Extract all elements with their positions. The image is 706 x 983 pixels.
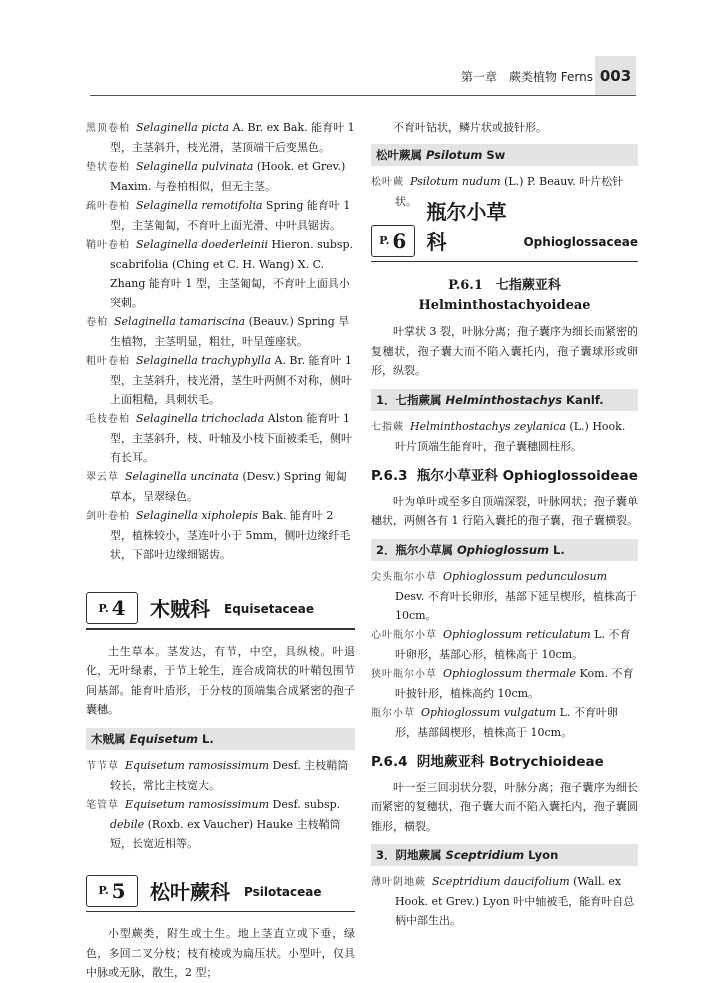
species-name-latin: Selaginella trichoclada — [136, 412, 265, 425]
species-entry — [371, 625, 638, 664]
species-name-latin: Ophioglossum thermale — [443, 666, 577, 680]
species-name-latin: Selaginella uncinata — [125, 470, 239, 483]
species-name-zh: 卷柏 — [86, 317, 108, 328]
species-name-zh: 粗叶卷柏 — [86, 356, 130, 367]
genus-name-latin: Psilotum — [426, 147, 483, 162]
left-column — [86, 118, 355, 983]
species-name-zh: 疏叶卷柏 — [86, 201, 130, 212]
subfamily-description: 叶掌状 3 裂，叶脉分离；孢子囊序为细长而紧密的复穗状，孢子囊大而不陷入囊托内，孢子囊球形或卵形，纵裂。 — [371, 325, 638, 377]
species-entry — [86, 118, 355, 157]
genus-name-zh: 松叶蕨属 — [376, 147, 422, 162]
species-description-cont: (Roxb. ex Vaucher) Hauke 主枝鞘筒短，长宽近相等。 — [110, 817, 341, 850]
species-description: (L.) Hook. 叶片顶端生能育叶，孢子囊穗圆柱形。 — [395, 419, 626, 453]
genus-name-latin: Helminthostachys — [445, 392, 563, 407]
family-description-cont: 不育叶钻状，鳞片状或披针形。 — [393, 121, 547, 134]
species-description: (Beauv.) Spring 旱生植物，主茎明显，粗壮，叶呈莲座状。 — [110, 315, 350, 348]
species-name-zh: 心叶瓶尔小草 — [371, 629, 437, 641]
species-name-zh: 翠云草 — [86, 472, 119, 483]
chapter-title: 第一章 蕨类植物 Ferns — [460, 70, 593, 84]
species-entry — [86, 467, 355, 506]
species-name-latin: Helminthostachys zeylanica — [410, 419, 566, 433]
family-number-box — [86, 592, 138, 624]
family-name-latin: Ophioglossaceae — [523, 234, 638, 249]
species-name-latin: Ophioglossum pedunculosum — [443, 569, 608, 583]
genus-name-latin: Sceptridium — [445, 848, 525, 862]
species-description: Desf. 主枝鞘筒较长，常比主枝宽大。 — [110, 758, 349, 792]
species-name-latin: Selaginella pulvinata — [136, 160, 254, 173]
subspecies-epithet: debile — [110, 817, 145, 831]
family-number-box — [371, 225, 415, 257]
family-heading-psilotaceae — [86, 865, 355, 907]
species-name-zh: 狭叶瓶尔小草 — [371, 668, 437, 680]
subfamily-name-latin: Botrychioideae — [489, 753, 604, 770]
subfamily-name-zh: 阴地蕨亚科 — [416, 753, 485, 770]
species-name-latin: Equisetum ramosissimum — [125, 797, 270, 811]
genus-author: Kanlf. — [562, 392, 604, 407]
species-name-zh: 鞘叶卷柏 — [86, 240, 130, 251]
species-name-latin: Selaginella doederleinii — [136, 238, 269, 251]
family-description: 土生草本。茎发达，有节，中空，具纵棱。叶退化，无叶绿素，于节上轮生，连合成筒状的叶鞘包围节间基部。能育叶盾形，于分枝的顶端集合成紧密的孢子囊穗。 — [86, 644, 355, 716]
species-entry — [371, 664, 638, 703]
species-description: Bak. 能育叶 2 型，植株较小，茎连叶小于 5mm，侧叶边缘纤毛状，下部叶边缘细锯齿。 — [110, 509, 351, 561]
species-name-latin: Ophioglossum reticulatum — [443, 627, 591, 641]
species-name-zh: 七指蕨 — [371, 421, 404, 433]
species-name-zh: 垫状卷柏 — [86, 162, 130, 173]
species-name-latin: Selaginella tamariscina — [114, 315, 246, 328]
species-entry — [86, 196, 355, 235]
page-number: 003 — [595, 56, 636, 96]
species-name-zh: 瓶尔小草 — [371, 707, 415, 719]
species-entry — [86, 351, 355, 409]
family-name-zh: 松叶蕨科 — [150, 879, 230, 904]
species-description: (Desv.) Spring 匍匐草本，呈翠绿色。 — [110, 470, 347, 503]
species-description: Desf. subsp. — [269, 797, 341, 811]
genus-author: L. — [549, 542, 565, 557]
species-description: (Hook. et Grev.) Maxim. 与卷柏相似，但无主茎。 — [110, 160, 346, 193]
species-name-latin: Selaginella picta — [136, 121, 230, 134]
header-rule — [90, 95, 636, 96]
species-entry — [371, 703, 638, 742]
genus-name-latin: Ophioglossum — [457, 542, 550, 557]
family-number-box — [86, 875, 138, 907]
species-entry — [86, 795, 355, 853]
genus-author: Sw — [482, 147, 506, 162]
species-name-zh: 尖头瓶尔小草 — [371, 571, 437, 583]
family-name-latin: Equisetaceae — [224, 602, 315, 616]
species-description: Alston 能育叶 1 型，主茎斜升，枝、叶轴及小枝下面被柔毛，侧叶有长耳。 — [110, 412, 352, 464]
species-description: A. Br. ex Bak. 能育叶 1 型，主茎斜升，枝光滑，茎顶端干后变黑色。 — [110, 121, 355, 154]
species-name-latin: Selaginella trachyphylla — [136, 354, 271, 367]
species-name-latin: Psilotum nudum — [410, 174, 501, 188]
genus-heading-equisetum — [86, 728, 355, 750]
genus-name-zh: 木贼属 — [91, 731, 126, 746]
species-name-latin: Equisetum ramosissimum — [125, 758, 270, 772]
species-entry — [86, 409, 355, 467]
species-description: A. Br. 能育叶 1 型，主茎斜升，枝光滑，茎生叶两侧不对称，侧叶上面粗糙，具刺状毛。 — [110, 354, 353, 406]
family-description: 小型蕨类，附生或土生。地上茎直立或下垂，绿色，多回二叉分枝；枝有棱或为扁压状。小型叶，仅具中脉或无脉，散生，2 型； — [86, 927, 355, 979]
subfamily-name-latin: Ophioglossoideae — [502, 467, 638, 484]
species-name-zh: 毛枝卷柏 — [86, 414, 130, 425]
subfamily-name-zh: 瓶尔小草亚科 — [416, 467, 498, 484]
genus-author: Lyon — [524, 848, 559, 862]
species-description: (Wall. ex Hook. et Grev.) Lyon 叶中轴被毛，能育叶自总柄中部生出。 — [395, 875, 635, 927]
family-number: 4 — [111, 596, 126, 620]
genus-number: 3． — [376, 848, 396, 862]
species-entry — [86, 756, 355, 795]
species-name-zh: 薄叶阴地蕨 — [371, 877, 426, 888]
genus-heading-sceptridium — [371, 844, 638, 866]
species-description: L. 不育叶卵形，基部阔楔形，植株高于 10cm。 — [395, 705, 618, 739]
family-p-label: P. — [98, 884, 109, 897]
selaginella-species-list — [86, 118, 355, 564]
species-name-zh: 松叶蕨 — [371, 176, 404, 188]
species-name-zh: 节节草 — [86, 760, 119, 772]
species-entry — [86, 157, 355, 196]
genus-author: L. — [198, 731, 214, 746]
family-p-label: P. — [98, 601, 109, 615]
genus-number: 1． — [376, 392, 396, 407]
subfamily-heading — [371, 466, 638, 486]
subfamily-code: P.6.3 — [371, 467, 408, 484]
species-name-zh: 剑叶卷柏 — [86, 511, 130, 522]
ophioglossum-species-list — [371, 567, 638, 742]
species-description: (L.) P. Beauv. 叶片松针状。 — [395, 174, 624, 208]
species-description: L. 不育叶卵形，基部心形，植株高于 10cm。 — [395, 627, 631, 661]
family-name-zh: 木贼科 — [150, 597, 210, 621]
family-heading-equisetaceae — [86, 582, 355, 624]
family-p-label: P. — [379, 234, 390, 247]
species-entry — [86, 235, 355, 312]
genus-name-latin: Equisetum — [129, 731, 199, 746]
species-entry — [371, 567, 638, 625]
genus-name-zh: 阴地蕨属 — [395, 848, 442, 862]
right-column — [371, 118, 638, 930]
subfamily-latin: Helminthostachyoideae — [418, 298, 591, 313]
family-number: 5 — [111, 878, 126, 903]
subfamily-description: 叶为单叶或至多自顶端深裂，叶脉网状；孢子囊单穗状，两侧各有 1 行陷入囊托的孢子囊，孢子囊横裂。 — [371, 494, 638, 527]
species-name-latin: Selaginella xipholepis — [136, 509, 259, 522]
species-entry — [86, 506, 355, 564]
family-name-zh: 瓶尔小草科 — [426, 199, 507, 254]
species-description: Hieron. subsp. scabrifolia (Ching et C. H. Wang) X. C. Zhang 能育叶 1 型，主茎匍匐，不育叶上面具小突刺。 — [110, 238, 354, 309]
genus-name-zh: 七指蕨属 — [395, 392, 442, 407]
genus-heading-helminthostachys — [371, 389, 638, 411]
species-name-latin: Ophioglossum vulgatum — [421, 705, 557, 719]
subfamily-code: P.6.4 — [371, 753, 408, 770]
subfamily-title: P.6.1 七指蕨亚科 — [448, 278, 561, 293]
species-name-latin: Sceptridium daucifolium — [432, 875, 570, 888]
species-entry — [86, 312, 355, 351]
family-name-latin: Psilotaceae — [244, 884, 322, 899]
family-heading-ophioglossaceae — [371, 199, 638, 257]
family-number: 6 — [392, 228, 407, 253]
species-description: Spring 能育叶 1 型，主茎匍匐，不育叶上面光滑、中叶具锯齿。 — [110, 199, 351, 232]
species-name-zh: 黑顶卷柏 — [86, 123, 130, 134]
genus-name-zh: 瓶尔小草属 — [395, 542, 454, 557]
species-description: Desv. 不育叶长卵形，基部下延呈楔形，植株高于 10cm。 — [395, 589, 637, 622]
subfamily-description: 叶一至三回羽状分裂，叶脉分离；孢子囊序为细长而紧密的复穗状，孢子囊大而不陷入囊托内，孢子囊圆锥形，横裂。 — [371, 780, 638, 833]
genus-heading-ophioglossum — [371, 539, 638, 561]
subfamily-heading — [371, 752, 638, 772]
species-entry — [371, 872, 638, 930]
species-entry — [371, 417, 638, 456]
species-name-latin: Selaginella remotifolia — [136, 199, 263, 212]
species-name-zh: 笔管草 — [86, 799, 119, 811]
species-description: Kom. 不育叶披针形，植株高约 10cm。 — [395, 666, 634, 700]
genus-number: 2． — [376, 542, 396, 557]
genus-heading-psilotum — [371, 144, 638, 166]
